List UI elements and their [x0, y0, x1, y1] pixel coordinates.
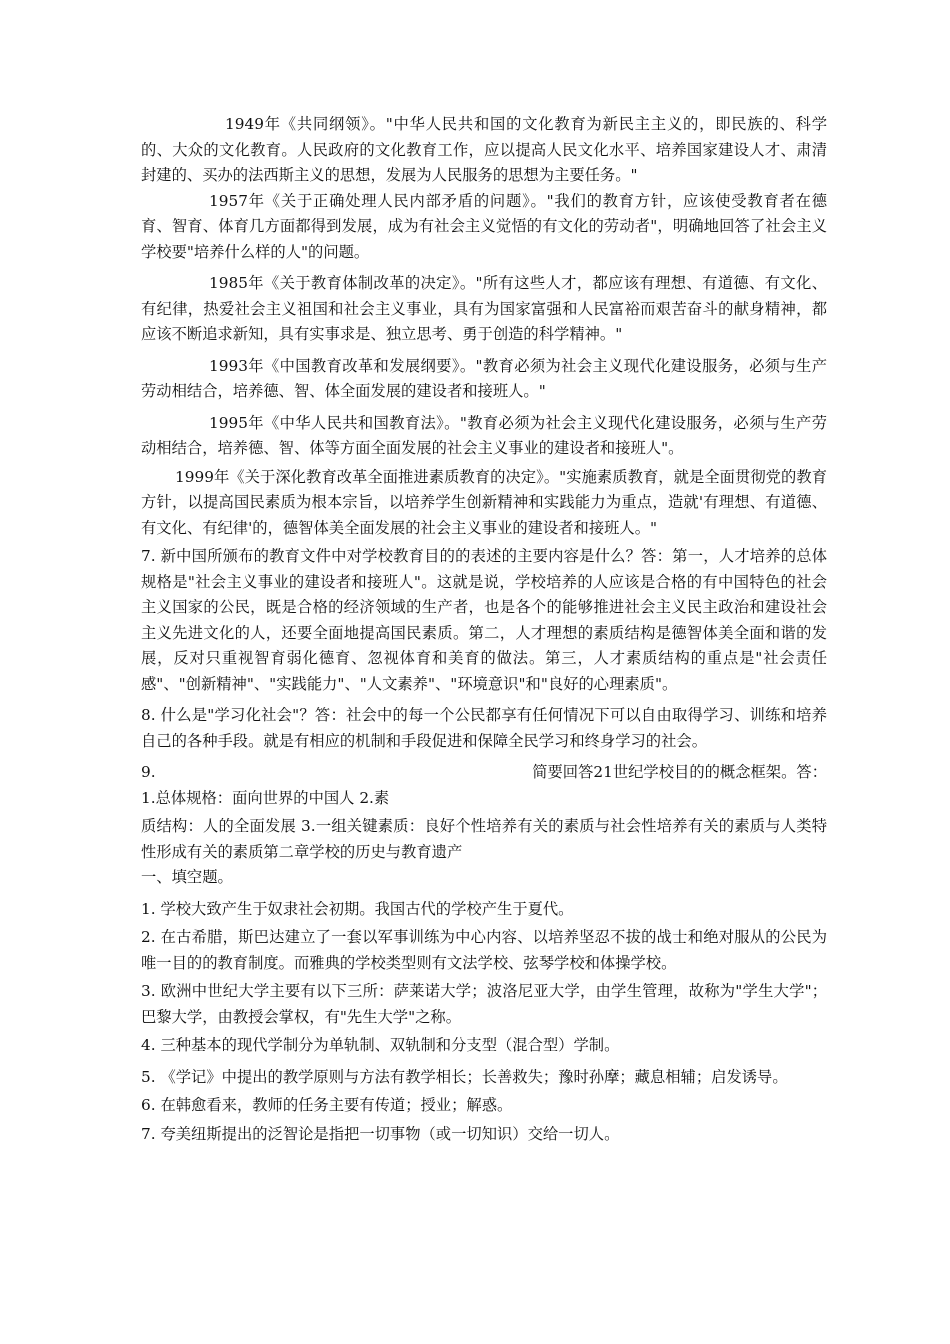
question-9-answer-continued: 质结构：人的全面发展 3.一组关键素质：良好个性培养有关的素质与社会性培养有关的素质与人类特性形成有关的素质第二章学校的历史与教育遗产	[141, 817, 827, 861]
question-9-header	[141, 760, 827, 786]
paragraph-1995: 1995年《中华人民共和国教育法》。"教育必须为社会主义现代化建设服务，必须与生产劳动相结合，培养德、智、体等方面全面发展的社会主义事业的建设者和接班人"。	[141, 413, 827, 457]
fill-item-6: 6. 在韩愈看来，教师的任务主要有传道；授业；解惑。	[141, 1096, 513, 1114]
paragraph-1949: 1949年《共同纲领》。"中华人民共和国的文化教育为新民主主义的，即民族的、科学的、大众的文化教育。人民政府的文化教育工作，应以提高人民文化水平、培养国家建设人才、肃清封建的、买办的法西斯主义的思想，发展为人民服务的思想为主要任务。"	[141, 115, 827, 184]
question-9	[141, 760, 827, 865]
paragraph-1957: 1957年《关于正确处理人民内部矛盾的问题》。"我们的教育方针，应该使受教育者在德育、智育、体育几方面都得到发展，成为有社会主义觉悟的有文化的劳动者"，明确地回答了社会主义学校要"培养什么样的人"的问题。	[141, 191, 827, 261]
question-9-answer-line: 1.总体规格：面向世界的中国人 2.素	[141, 788, 390, 807]
question-9-text: 简要回答21世纪学校目的的概念框架。答：	[532, 763, 827, 781]
fill-item-5: 5. 《学记》中提出的教学原则与方法有教学相长；长善救失；豫时孙摩；藏息相辅；启发诱导。	[141, 1067, 788, 1086]
fill-item-1: 1. 学校大致产生于奴隶社会初期。我国古代的学校产生于夏代。	[141, 899, 574, 918]
paragraph-1993: 1993年《中国教育改革和发展纲要》。"教育必须为社会主义现代化建设服务，必须与生产劳动相结合，培养德、智、体全面发展的建设者和接班人。"	[141, 356, 827, 400]
fill-item-7: 7. 夸美纽斯提出的泛智论是指把一切事物（或一切知识）交给一切人。	[141, 1124, 620, 1143]
fill-item-3: 3. 欧洲中世纪大学主要有以下三所：萨莱诺大学；波洛尼亚大学，由学生管理，故称为"学生大学"；巴黎大学，由教授会掌权，有"先生大学"之称。	[141, 982, 827, 1026]
fill-item-4: 4. 三种基本的现代学制分为单轨制、双轨制和分支型（混合型）学制。	[141, 1036, 620, 1054]
question-8: 8. 什么是"学习化社会"？答：社会中的每一个公民都享有任何情况下可以自由取得学习、训练和培养自己的各种手段。就是有相应的机制和手段促进和保障全民学习和终身学习的社会。	[141, 706, 827, 750]
paragraph-1985: 1985年《关于教育体制改革的决定》。"所有这些人才，都应该有理想、有道德、有文化、有纪律，热爱社会主义祖国和社会主义事业，具有为国家富强和人民富裕而艰苦奋斗的献身精神，都应该不断追求新知，具有实事求是、独立思考、勇于创造的科学精神。"	[141, 274, 827, 343]
fill-item-2: 2. 在古希腊，斯巴达建立了一套以军事训练为中心内容、以培养坚忍不拔的战士和绝对服从的公民为唯一目的的教育制度。而雅典的学校类型则有文法学校、弦琴学校和体操学校。	[141, 928, 827, 972]
document-body	[141, 112, 827, 1147]
section-heading: 一、填空题。	[141, 868, 233, 886]
question-7: 7. 新中国所颁布的教育文件中对学校教育目的的表述的主要内容是什么？答：第一，人才培养的总体规格是"社会主义事业的建设者和接班人"。这就是说，学校培养的人应该是合格的有中国特色的社会主义国家的公民，既是合格的经济领域的生产者，也是各个的能够推进社会主义民主政治和建设社会主义先进文化的人，还要全面地提高国民素质。第二，人才理想的素质结构是德智体美全面和谐的发展，反对只重视智育弱化德育、忽视体育和美育的做法。第三，人才素质结构的重点是"社会责任感"、"创新精神"、"实践能力"、"人文素养"、"环境意识"和"良好的心理素质"。	[141, 547, 827, 693]
question-9-number: 9.	[141, 763, 156, 781]
paragraph-1999: 1999年《关于深化教育改革全面推进素质教育的决定》。"实施素质教育，就是全面贯彻党的教育方针，以提高国民素质为根本宗旨，以培养学生创新精神和实践能力为重点，造就'有理想、有道德、有文化、有纪律'的，德智体美全面发展的社会主义事业的建设者和接班人。"	[141, 467, 827, 537]
